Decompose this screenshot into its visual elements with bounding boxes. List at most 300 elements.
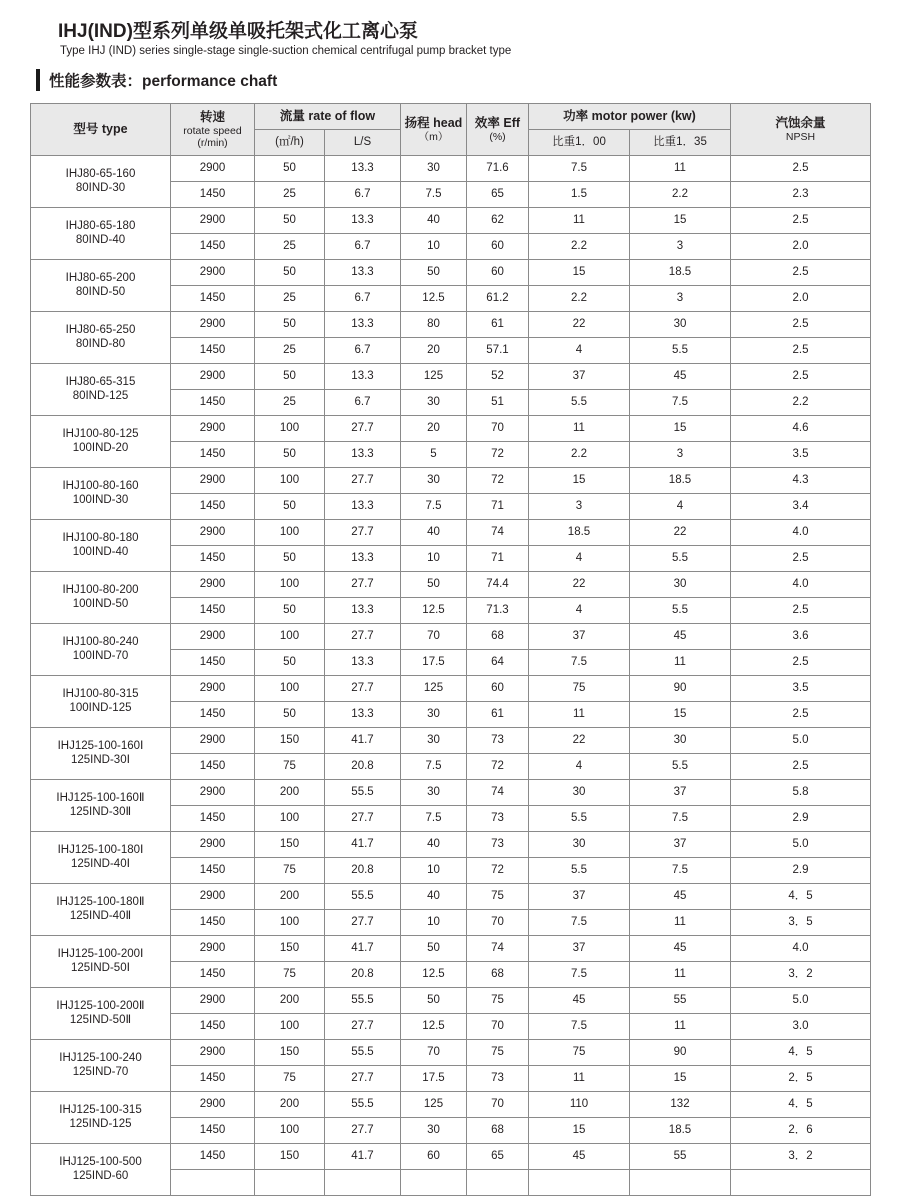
cell-type: [31, 156, 171, 208]
cell-power-sg135: 11: [630, 910, 731, 936]
cell-type: [31, 624, 171, 676]
cell-power-sg100: 2.2: [529, 286, 630, 312]
cell-flow-ls: 27.7: [325, 520, 401, 546]
table-row: [31, 312, 871, 338]
cell-npsh: 4．5: [731, 884, 871, 910]
cell-head: 70: [401, 624, 467, 650]
cell-speed: 2900: [171, 1092, 255, 1118]
cell-type: [31, 988, 171, 1040]
cell-type-line2: 80IND-50: [75, 285, 126, 298]
cell-npsh: 3.6: [731, 624, 871, 650]
table-row: [31, 260, 871, 286]
section-header: [36, 67, 870, 93]
cell-type-line1: IHJ80-65-200: [65, 272, 136, 285]
cell-power-sg100: 30: [529, 832, 630, 858]
cell-power-sg100: 5.5: [529, 858, 630, 884]
cell-eff: 72: [467, 754, 529, 780]
cell-power-sg100: 22: [529, 572, 630, 598]
cell-speed: 2900: [171, 1040, 255, 1066]
cell-speed: 2900: [171, 156, 255, 182]
header-type-label: 型号 type: [73, 121, 128, 136]
cell-eff: 60: [467, 234, 529, 260]
cell-npsh: 3.5: [731, 676, 871, 702]
cell-npsh: 2．6: [731, 1118, 871, 1144]
cell-power-sg100: 4: [529, 546, 630, 572]
cell-power-sg135: 7.5: [630, 858, 731, 884]
cell-flow-ls: 27.7: [325, 1066, 401, 1092]
cell-type-line2: 100IND-30: [72, 493, 129, 506]
cell-power-sg135: 30: [630, 728, 731, 754]
cell-power-sg100: 5.5: [529, 390, 630, 416]
cell-power-sg100: 7.5: [529, 962, 630, 988]
table-header: [31, 104, 871, 156]
cell-power-sg100: 4: [529, 338, 630, 364]
cell-npsh: 2.5: [731, 598, 871, 624]
cell-type-line1: IHJ100-80-200: [62, 584, 139, 597]
cell-power-sg100: 11: [529, 1066, 630, 1092]
cell-type-line2: 125IND-40Ⅱ: [69, 909, 132, 922]
cell-type-line1: IHJ125-100-160Ⅱ: [56, 792, 145, 805]
cell-npsh: 2.5: [731, 702, 871, 728]
cell-speed: 1450: [171, 1066, 255, 1092]
cell-flow-ls: 27.7: [325, 468, 401, 494]
cell-speed: 1450: [171, 338, 255, 364]
cell-type: [31, 1040, 171, 1092]
cell-flow-m3h: 150: [255, 832, 325, 858]
cell-npsh: 3.0: [731, 1014, 871, 1040]
cell-type-line1: IHJ125-100-200Ⅰ: [57, 948, 144, 961]
cell-flow-ls: 6.7: [325, 234, 401, 260]
cell-type-line2: 100IND-70: [72, 649, 129, 662]
cell-power-sg135: 30: [630, 572, 731, 598]
cell-type-line1: IHJ125-100-240: [59, 1052, 142, 1065]
cell-flow-m3h: 50: [255, 208, 325, 234]
cell-flow-m3h: 200: [255, 988, 325, 1014]
cell-head: 12.5: [401, 598, 467, 624]
cell-flow-ls: 6.7: [325, 338, 401, 364]
cell-type: [31, 676, 171, 728]
cell-flow-ls: 55.5: [325, 988, 401, 1014]
cell-eff: 61: [467, 312, 529, 338]
cell-power-sg135: 5.5: [630, 598, 731, 624]
cell-head: 50: [401, 260, 467, 286]
cell-eff: 73: [467, 728, 529, 754]
cell-speed: 1450: [171, 650, 255, 676]
table-row: [31, 780, 871, 806]
cell-power-sg100: 7.5: [529, 156, 630, 182]
cell-npsh: 3.5: [731, 442, 871, 468]
cell-power-sg100: 22: [529, 728, 630, 754]
cell-flow-m3h: 50: [255, 442, 325, 468]
table-row: [31, 572, 871, 598]
cell-head: 10: [401, 858, 467, 884]
cell-type-line2: 125IND-40Ⅰ: [70, 857, 130, 870]
table-body: [31, 156, 871, 1196]
cell-eff: 70: [467, 910, 529, 936]
cell-type-line1: IHJ100-80-125: [62, 428, 139, 441]
cell-eff: 51: [467, 390, 529, 416]
cell-flow-m3h: 100: [255, 910, 325, 936]
cell-power-sg135: 7.5: [630, 806, 731, 832]
cell-power-sg135: 7.5: [630, 390, 731, 416]
cell-type-line1: IHJ80-65-315: [65, 376, 136, 389]
cell-speed: 2900: [171, 832, 255, 858]
cell-power-sg135: 18.5: [630, 468, 731, 494]
header-head: [401, 104, 467, 156]
cell-head: 12.5: [401, 962, 467, 988]
cell-head: 40: [401, 520, 467, 546]
cell-head: [401, 1170, 467, 1196]
cell-head: 7.5: [401, 182, 467, 208]
header-power-sg135: 比重1．35: [630, 130, 731, 156]
cell-head: 20: [401, 338, 467, 364]
cell-eff: 71.6: [467, 156, 529, 182]
cell-power-sg135: 90: [630, 1040, 731, 1066]
cell-eff: 60: [467, 260, 529, 286]
cell-flow-ls: 6.7: [325, 390, 401, 416]
cell-power-sg135: 90: [630, 676, 731, 702]
table-row: [31, 156, 871, 182]
cell-eff: 71: [467, 494, 529, 520]
cell-speed: 1450: [171, 442, 255, 468]
cell-eff: 73: [467, 1066, 529, 1092]
cell-speed: 1450: [171, 806, 255, 832]
cell-type: [31, 728, 171, 780]
cell-power-sg135: 132: [630, 1092, 731, 1118]
cell-flow-ls: 55.5: [325, 1092, 401, 1118]
cell-flow-m3h: 75: [255, 754, 325, 780]
cell-speed: 1450: [171, 962, 255, 988]
cell-power-sg100: 45: [529, 1144, 630, 1170]
cell-eff: 65: [467, 182, 529, 208]
cell-npsh: 3.4: [731, 494, 871, 520]
cell-head: 17.5: [401, 1066, 467, 1092]
header-eff-unit: (%): [489, 131, 506, 144]
cell-npsh: 4．5: [731, 1092, 871, 1118]
cell-speed: 1450: [171, 1014, 255, 1040]
table-row: [31, 676, 871, 702]
cell-flow-ls: 20.8: [325, 858, 401, 884]
cell-flow-m3h: 50: [255, 312, 325, 338]
cell-head: 30: [401, 728, 467, 754]
cell-speed: 2900: [171, 520, 255, 546]
cell-power-sg135: 11: [630, 1014, 731, 1040]
cell-type-line2: 125IND-50Ⅰ: [70, 961, 130, 974]
cell-flow-m3h: 50: [255, 650, 325, 676]
cell-head: 40: [401, 208, 467, 234]
cell-npsh: 2．5: [731, 1066, 871, 1092]
cell-npsh: 4.0: [731, 520, 871, 546]
cell-flow-ls: 13.3: [325, 260, 401, 286]
cell-type-line2: 80IND-30: [75, 181, 126, 194]
cell-type-line2: 125IND-30Ⅰ: [70, 753, 130, 766]
cell-eff: 62: [467, 208, 529, 234]
table-row: [31, 520, 871, 546]
cell-type: [31, 936, 171, 988]
cell-speed: 1450: [171, 182, 255, 208]
header-npsh-en: NPSH: [785, 131, 816, 144]
header-eff-label: 效率 Eff: [474, 115, 521, 130]
cell-flow-m3h: 100: [255, 1014, 325, 1040]
cell-npsh: 2.5: [731, 546, 871, 572]
cell-npsh: 5.0: [731, 988, 871, 1014]
cell-eff: 72: [467, 442, 529, 468]
cell-head: 17.5: [401, 650, 467, 676]
cell-type-line1: IHJ125-100-180Ⅱ: [56, 896, 145, 909]
header-speed-unit: (r/min): [197, 137, 228, 150]
cell-power-sg100: 4: [529, 754, 630, 780]
cell-type: [31, 260, 171, 312]
cell-flow-ls: 27.7: [325, 806, 401, 832]
cell-type-line1: IHJ100-80-240: [62, 636, 139, 649]
cell-speed: 2900: [171, 260, 255, 286]
cell-power-sg100: 37: [529, 936, 630, 962]
cell-eff: 68: [467, 624, 529, 650]
cell-power-sg100: 45: [529, 988, 630, 1014]
cell-speed: 1450: [171, 1144, 255, 1170]
cell-eff: 52: [467, 364, 529, 390]
cell-flow-ls: 13.3: [325, 650, 401, 676]
cell-power-sg135: 45: [630, 936, 731, 962]
cell-eff: 61.2: [467, 286, 529, 312]
cell-power-sg135: 55: [630, 988, 731, 1014]
cell-flow-m3h: 50: [255, 156, 325, 182]
cell-eff: 75: [467, 884, 529, 910]
table-row: [31, 1092, 871, 1118]
cell-flow-m3h: 100: [255, 806, 325, 832]
cell-npsh: 5.0: [731, 728, 871, 754]
header-head-unit: （m）: [418, 131, 449, 144]
cell-flow-m3h: 150: [255, 1040, 325, 1066]
cell-flow-ls: 13.3: [325, 208, 401, 234]
cell-eff: 74: [467, 520, 529, 546]
cell-flow-ls: 13.3: [325, 364, 401, 390]
cell-npsh: 2.9: [731, 806, 871, 832]
cell-eff: 70: [467, 1092, 529, 1118]
cell-flow-m3h: 100: [255, 624, 325, 650]
header-speed-zh: 转速: [199, 109, 225, 124]
cell-head: 10: [401, 546, 467, 572]
cell-head: 30: [401, 1118, 467, 1144]
cell-power-sg100: 7.5: [529, 910, 630, 936]
cell-type: [31, 780, 171, 832]
cell-power-sg100: 11: [529, 702, 630, 728]
cell-type-line2: 100IND-40: [72, 545, 129, 558]
cell-eff: 73: [467, 832, 529, 858]
table-row: [31, 1144, 871, 1170]
cell-power-sg135: [630, 1170, 731, 1196]
cell-flow-m3h: 25: [255, 182, 325, 208]
cell-flow-ls: 27.7: [325, 676, 401, 702]
cell-head: 20: [401, 416, 467, 442]
cell-flow-m3h: 100: [255, 520, 325, 546]
header-npsh: [731, 104, 871, 156]
cell-npsh: 3．2: [731, 962, 871, 988]
cell-head: 30: [401, 780, 467, 806]
cell-power-sg135: 22: [630, 520, 731, 546]
cell-power-sg135: 15: [630, 416, 731, 442]
cell-flow-m3h: [255, 1170, 325, 1196]
cell-eff: 72: [467, 858, 529, 884]
cell-type: [31, 1092, 171, 1144]
cell-eff: 65: [467, 1144, 529, 1170]
cell-power-sg135: 5.5: [630, 338, 731, 364]
cell-power-sg100: 5.5: [529, 806, 630, 832]
cell-power-sg100: 1.5: [529, 182, 630, 208]
cell-head: 125: [401, 676, 467, 702]
cell-npsh: 2.5: [731, 312, 871, 338]
table-row: [31, 1040, 871, 1066]
cell-flow-ls: 13.3: [325, 702, 401, 728]
cell-npsh: 2.5: [731, 338, 871, 364]
cell-type: [31, 364, 171, 416]
header-power-sg100: 比重1．00: [529, 130, 630, 156]
section-title: 性能参数表：performance chaft: [49, 73, 278, 90]
cell-flow-ls: 41.7: [325, 832, 401, 858]
cell-flow-ls: 13.3: [325, 156, 401, 182]
header-speed: [171, 104, 255, 156]
cell-speed: 1450: [171, 234, 255, 260]
cell-flow-ls: 27.7: [325, 1118, 401, 1144]
cell-type: [31, 832, 171, 884]
cell-power-sg135: 55: [630, 1144, 731, 1170]
cell-flow-m3h: 50: [255, 364, 325, 390]
header-power-label: 功率 motor power (kw): [563, 108, 696, 123]
cell-type-line1: IHJ125-100-160Ⅰ: [57, 740, 144, 753]
section-accent-bar: [36, 69, 40, 91]
cell-flow-m3h: 200: [255, 884, 325, 910]
cell-type-line1: IHJ125-100-200Ⅱ: [56, 1000, 145, 1013]
cell-type-line1: IHJ125-100-500: [59, 1156, 142, 1169]
cell-power-sg100: 11: [529, 208, 630, 234]
cell-power-sg100: 2.2: [529, 442, 630, 468]
cell-power-sg135: 15: [630, 1066, 731, 1092]
cell-flow-ls: 55.5: [325, 780, 401, 806]
cell-power-sg135: 3: [630, 286, 731, 312]
cell-flow-m3h: 50: [255, 494, 325, 520]
cell-type-line1: IHJ80-65-160: [65, 168, 136, 181]
cell-eff: 74.4: [467, 572, 529, 598]
cell-npsh: 4.3: [731, 468, 871, 494]
cell-head: 80: [401, 312, 467, 338]
cell-eff: 68: [467, 1118, 529, 1144]
cell-npsh: 2.5: [731, 260, 871, 286]
cell-flow-ls: 20.8: [325, 754, 401, 780]
cell-flow-m3h: 75: [255, 858, 325, 884]
cell-power-sg100: 3: [529, 494, 630, 520]
cell-head: 30: [401, 390, 467, 416]
header-flow-ls: L/S: [325, 130, 401, 156]
cell-type-line2: 125IND-70: [72, 1065, 129, 1078]
cell-flow-m3h: 100: [255, 572, 325, 598]
cell-speed: 2900: [171, 936, 255, 962]
cell-power-sg100: 110: [529, 1092, 630, 1118]
cell-flow-ls: 41.7: [325, 1144, 401, 1170]
cell-npsh: 3．5: [731, 910, 871, 936]
cell-npsh: 4.0: [731, 572, 871, 598]
cell-flow-m3h: 50: [255, 546, 325, 572]
table-row: [31, 624, 871, 650]
cell-flow-m3h: 50: [255, 598, 325, 624]
table-header-row-1: [31, 104, 871, 130]
table-row: [31, 884, 871, 910]
cell-npsh: 4.6: [731, 416, 871, 442]
cell-npsh: 2.3: [731, 182, 871, 208]
cell-type-line2: 100IND-125: [69, 701, 132, 714]
cell-power-sg100: 37: [529, 624, 630, 650]
cell-eff: 61: [467, 702, 529, 728]
cell-head: 12.5: [401, 286, 467, 312]
cell-type-line2: 125IND-50Ⅱ: [69, 1013, 132, 1026]
cell-flow-m3h: 25: [255, 338, 325, 364]
cell-flow-ls: 27.7: [325, 624, 401, 650]
cell-npsh: 2.5: [731, 364, 871, 390]
cell-npsh: 2.5: [731, 208, 871, 234]
cell-flow-m3h: 100: [255, 416, 325, 442]
cell-speed: [171, 1170, 255, 1196]
page-title-en: Type IHJ (IND) series single-stage single-suction chemical centrifugal pump bracket type: [60, 45, 512, 57]
cell-head: 10: [401, 234, 467, 260]
cell-flow-ls: 13.3: [325, 442, 401, 468]
cell-npsh: 2.5: [731, 754, 871, 780]
cell-head: 50: [401, 988, 467, 1014]
cell-speed: 1450: [171, 702, 255, 728]
cell-power-sg100: 2.2: [529, 234, 630, 260]
cell-type-line2: 125IND-125: [69, 1117, 132, 1130]
cell-speed: 1450: [171, 754, 255, 780]
cell-power-sg135: 5.5: [630, 546, 731, 572]
header-flow-m3h: (㎡/h): [255, 130, 325, 156]
table-row: [31, 936, 871, 962]
cell-power-sg135: 45: [630, 364, 731, 390]
table-row: [31, 832, 871, 858]
cell-speed: 1450: [171, 858, 255, 884]
cell-npsh: [731, 1170, 871, 1196]
cell-flow-m3h: 100: [255, 1118, 325, 1144]
cell-head: 50: [401, 936, 467, 962]
cell-power-sg135: 11: [630, 156, 731, 182]
cell-flow-m3h: 150: [255, 1144, 325, 1170]
cell-speed: 2900: [171, 676, 255, 702]
cell-power-sg100: [529, 1170, 630, 1196]
cell-speed: 1450: [171, 1118, 255, 1144]
cell-type-line1: IHJ100-80-315: [62, 688, 139, 701]
header-head-label: 扬程 head: [404, 115, 463, 130]
cell-flow-m3h: 150: [255, 728, 325, 754]
cell-flow-m3h: 200: [255, 1092, 325, 1118]
cell-npsh: 5.8: [731, 780, 871, 806]
cell-flow-m3h: 50: [255, 702, 325, 728]
cell-power-sg135: 11: [630, 650, 731, 676]
cell-power-sg135: 37: [630, 832, 731, 858]
cell-type-line1: IHJ80-65-250: [65, 324, 136, 337]
cell-type-line2: 80IND-125: [72, 389, 129, 402]
cell-power-sg135: 5.5: [630, 754, 731, 780]
cell-type: [31, 572, 171, 624]
cell-head: 70: [401, 1040, 467, 1066]
cell-power-sg100: 37: [529, 884, 630, 910]
cell-power-sg100: 75: [529, 676, 630, 702]
cell-flow-ls: 27.7: [325, 416, 401, 442]
cell-eff: 72: [467, 468, 529, 494]
header-flow-label: 流量 rate of flow: [279, 108, 376, 123]
cell-speed: 2900: [171, 624, 255, 650]
cell-npsh: 2.0: [731, 234, 871, 260]
cell-power-sg135: 45: [630, 884, 731, 910]
cell-flow-ls: 20.8: [325, 962, 401, 988]
cell-eff: 75: [467, 988, 529, 1014]
cell-type: [31, 520, 171, 572]
